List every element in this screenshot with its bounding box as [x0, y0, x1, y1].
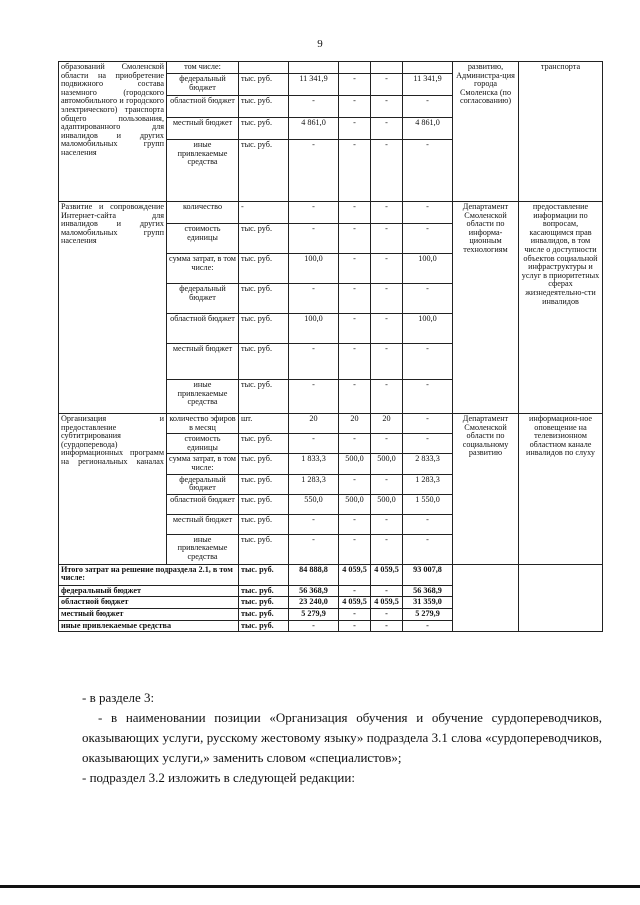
row-value-year-2: 20 — [339, 414, 371, 434]
row-label: областной бюджет — [167, 96, 239, 118]
row-value-year-2: - — [339, 284, 371, 314]
sec1-executor: развитию, Администра-ция города Смоленска (по согласованию) — [453, 62, 519, 202]
sec2-description: Развитие и сопровождение Интернет-сайта для инвалидов и других маломобильных групп населения — [59, 202, 167, 414]
row-value-year-2: - — [339, 474, 371, 494]
row-value-year-1: 4 861,0 — [289, 118, 339, 140]
row-value-year-3: - — [371, 140, 403, 202]
row-value-year-1: 11 341,9 — [289, 74, 339, 96]
total-value-year-3: 4 059,5 — [371, 597, 403, 609]
row-value-year-1: - — [289, 534, 339, 564]
total-value-year-2: - — [339, 585, 371, 597]
table-row — [59, 414, 603, 434]
row-value-year-3: - — [371, 224, 403, 254]
row-value-year-1: - — [289, 140, 339, 202]
row-value-year-1: - — [289, 284, 339, 314]
row-unit: тыс. руб. — [239, 534, 289, 564]
bottom-rule — [0, 885, 640, 888]
total-value-year-1: 84 888,8 — [289, 564, 339, 585]
row-label: областной бюджет — [167, 494, 239, 514]
row-value-year-1: 100,0 — [289, 314, 339, 344]
total-value-year-1: 5 279,9 — [289, 609, 339, 621]
row-value-year-1: - — [289, 202, 339, 224]
total-value-year-3: 4 059,5 — [371, 564, 403, 585]
row-unit: тыс. руб. — [239, 140, 289, 202]
row-value-year-1: - — [289, 380, 339, 414]
row-value-total: - — [403, 414, 453, 434]
row-value-year-1 — [289, 62, 339, 74]
row-unit: тыс. руб. — [239, 284, 289, 314]
row-label: федеральный бюджет — [167, 474, 239, 494]
row-value-total: - — [403, 284, 453, 314]
row-value-year-1: 20 — [289, 414, 339, 434]
total-value-year-3: - — [371, 585, 403, 597]
budget-table — [58, 61, 603, 632]
sec1-description: образований Смоленской области на приобретение подвижного состава наземного (городского автомобильного и городского электрического) транспорта общего пользования, адаптированного для инвалидов и других маломобильных групп населения — [59, 62, 167, 202]
total-value-year-3: - — [371, 620, 403, 632]
row-value-year-3: - — [371, 380, 403, 414]
row-value-year-2: - — [339, 534, 371, 564]
row-unit: тыс. руб. — [239, 314, 289, 344]
row-value-year-2: - — [339, 74, 371, 96]
row-value-year-3: - — [371, 74, 403, 96]
row-value-year-1: - — [289, 344, 339, 380]
row-unit: тыс. руб. — [239, 96, 289, 118]
row-value-year-2: - — [339, 224, 371, 254]
row-value-year-3: - — [371, 254, 403, 284]
row-label: областной бюджет — [167, 314, 239, 344]
row-unit: тыс. руб. — [239, 344, 289, 380]
total-value-year-2: - — [339, 609, 371, 621]
row-unit: тыс. руб. — [239, 474, 289, 494]
row-value-total — [403, 62, 453, 74]
total-empty-result — [519, 564, 603, 631]
row-value-year-1: - — [289, 96, 339, 118]
row-unit: тыс. руб. — [239, 454, 289, 474]
row-unit: тыс. руб. — [239, 74, 289, 96]
total-value-year-1: 23 240,0 — [289, 597, 339, 609]
row-value-total: - — [403, 96, 453, 118]
row-unit: тыс. руб. — [239, 380, 289, 414]
row-value-year-2: - — [339, 140, 371, 202]
row-value-year-2: - — [339, 434, 371, 454]
total-unit: тыс. руб. — [239, 564, 289, 585]
row-value-year-2: - — [339, 202, 371, 224]
row-value-year-2: - — [339, 96, 371, 118]
row-unit: тыс. руб. — [239, 434, 289, 454]
row-value-year-2: 500,0 — [339, 454, 371, 474]
row-value-year-1: - — [289, 224, 339, 254]
row-value-total: 4 861,0 — [403, 118, 453, 140]
total-value-year-1: 56 368,9 — [289, 585, 339, 597]
row-label: том числе: — [167, 62, 239, 74]
total-unit: тыс. руб. — [239, 585, 289, 597]
row-label: сумма затрат, в том числе: — [167, 454, 239, 474]
row-value-year-3: - — [371, 534, 403, 564]
row-unit: тыс. руб. — [239, 118, 289, 140]
row-label: федеральный бюджет — [167, 284, 239, 314]
row-label: стоимость единицы — [167, 224, 239, 254]
text-line-subsection-3-2: - подраздел 3.2 изложить в следующей редакции: — [82, 770, 355, 785]
row-value-year-1: 550,0 — [289, 494, 339, 514]
row-value-year-2: 500,0 — [339, 494, 371, 514]
row-label: иные привлекаемые средства — [167, 140, 239, 202]
total-value-year-2: 4 059,5 — [339, 597, 371, 609]
row-label: количество — [167, 202, 239, 224]
total-empty-executor — [453, 564, 519, 631]
row-label: местный бюджет — [167, 514, 239, 534]
row-label: иные привлекаемые средства — [167, 380, 239, 414]
row-value-total: - — [403, 380, 453, 414]
row-value-year-1: 100,0 — [289, 254, 339, 284]
total-value-total: 5 279,9 — [403, 609, 453, 621]
row-value-year-3: - — [371, 202, 403, 224]
row-value-total: 100,0 — [403, 314, 453, 344]
row-value-year-2 — [339, 62, 371, 74]
row-value-year-3: 500,0 — [371, 454, 403, 474]
row-label: сумма затрат, в том числе: — [167, 254, 239, 284]
row-unit — [239, 62, 289, 74]
sec2-result: предоставление информации по вопросам, касающимся прав инвалидов, в том числе о доступности объектов социальной инфраструктуры и услуг в приоритетных сферах жизнедеятельно-сти инвалидов — [519, 202, 603, 414]
row-label: местный бюджет — [167, 344, 239, 380]
row-value-year-2: - — [339, 514, 371, 534]
total-value-total: - — [403, 620, 453, 632]
row-value-year-3: - — [371, 284, 403, 314]
total-value-year-1: - — [289, 620, 339, 632]
sec1-result: транспорта — [519, 62, 603, 202]
row-value-year-3: - — [371, 434, 403, 454]
row-label: стоимость единицы — [167, 434, 239, 454]
row-value-total: 1 550,0 — [403, 494, 453, 514]
row-value-total: 11 341,9 — [403, 74, 453, 96]
row-value-year-3: - — [371, 514, 403, 534]
sec3-result: информацион-ное оповещение на телевизионном областном канале инвалидов по слуху — [519, 414, 603, 565]
total-value-total: 31 359,0 — [403, 597, 453, 609]
row-unit: шт. — [239, 414, 289, 434]
table-row — [59, 202, 603, 224]
row-value-total: - — [403, 534, 453, 564]
text-line-section-3: - в разделе 3: — [82, 690, 155, 705]
row-unit: тыс. руб. — [239, 224, 289, 254]
row-value-total: 1 283,3 — [403, 474, 453, 494]
row-value-total: 2 833,3 — [403, 454, 453, 474]
row-label: количество эфиров в месяц — [167, 414, 239, 434]
row-value-total: - — [403, 514, 453, 534]
table-row — [59, 62, 603, 74]
row-value-year-1: - — [289, 514, 339, 534]
row-value-year-2: - — [339, 118, 371, 140]
row-value-year-1: 1 833,3 — [289, 454, 339, 474]
total-unit: тыс. руб. — [239, 620, 289, 632]
row-value-year-3 — [371, 62, 403, 74]
row-value-total: - — [403, 140, 453, 202]
row-value-year-2: - — [339, 254, 371, 284]
sec3-description: Организация и предоставление субтитрирования (сурдоперевода) информационных программ на региональных каналах — [59, 414, 167, 565]
total-row — [59, 564, 603, 585]
row-value-total: 100,0 — [403, 254, 453, 284]
total-label: федеральный бюджет — [59, 585, 239, 597]
row-unit: тыс. руб. — [239, 514, 289, 534]
total-unit: тыс. руб. — [239, 609, 289, 621]
row-value-year-3: - — [371, 314, 403, 344]
row-unit: тыс. руб. — [239, 254, 289, 284]
row-unit: - — [239, 202, 289, 224]
row-value-total: - — [403, 202, 453, 224]
row-value-year-1: 1 283,3 — [289, 474, 339, 494]
row-value-year-2: - — [339, 314, 371, 344]
total-label: иные привлекаемые средства — [59, 620, 239, 632]
total-value-total: 56 368,9 — [403, 585, 453, 597]
row-value-year-3: - — [371, 96, 403, 118]
total-value-year-3: - — [371, 609, 403, 621]
row-value-total: - — [403, 434, 453, 454]
row-value-total: - — [403, 224, 453, 254]
row-value-year-3: - — [371, 344, 403, 380]
total-unit: тыс. руб. — [239, 597, 289, 609]
sec3-executor: Департамент Смоленской области по социальному развитию — [453, 414, 519, 565]
row-label: иные привлекаемые средства — [167, 534, 239, 564]
row-value-year-3: 20 — [371, 414, 403, 434]
total-value-year-2: - — [339, 620, 371, 632]
text-paragraph-rename: - в наименовании позиции «Организация обучения и обучение сурдопереводчиков, оказывающих услуги, русскому жестовому языку» подраздела 3.1 слова «сурдопереводчиков, оказывающих услуги,» заменить словом «специалистов»; — [82, 710, 602, 765]
total-value-year-2: 4 059,5 — [339, 564, 371, 585]
row-value-year-3: - — [371, 474, 403, 494]
row-value-year-3: - — [371, 118, 403, 140]
page-number: 9 — [317, 38, 323, 50]
row-value-total: - — [403, 344, 453, 380]
sec2-executor: Департамент Смоленской области по информа-ционным технологиям — [453, 202, 519, 414]
row-label: федеральный бюджет — [167, 74, 239, 96]
row-value-year-1: - — [289, 434, 339, 454]
row-label: местный бюджет — [167, 118, 239, 140]
total-label: местный бюджет — [59, 609, 239, 621]
row-value-year-3: 500,0 — [371, 494, 403, 514]
row-unit: тыс. руб. — [239, 494, 289, 514]
total-value-total: 93 007,8 — [403, 564, 453, 585]
row-value-year-2: - — [339, 344, 371, 380]
total-label: Итого затрат на решение подраздела 2.1, в том числе: — [59, 564, 239, 585]
total-label: областной бюджет — [59, 597, 239, 609]
row-value-year-2: - — [339, 380, 371, 414]
